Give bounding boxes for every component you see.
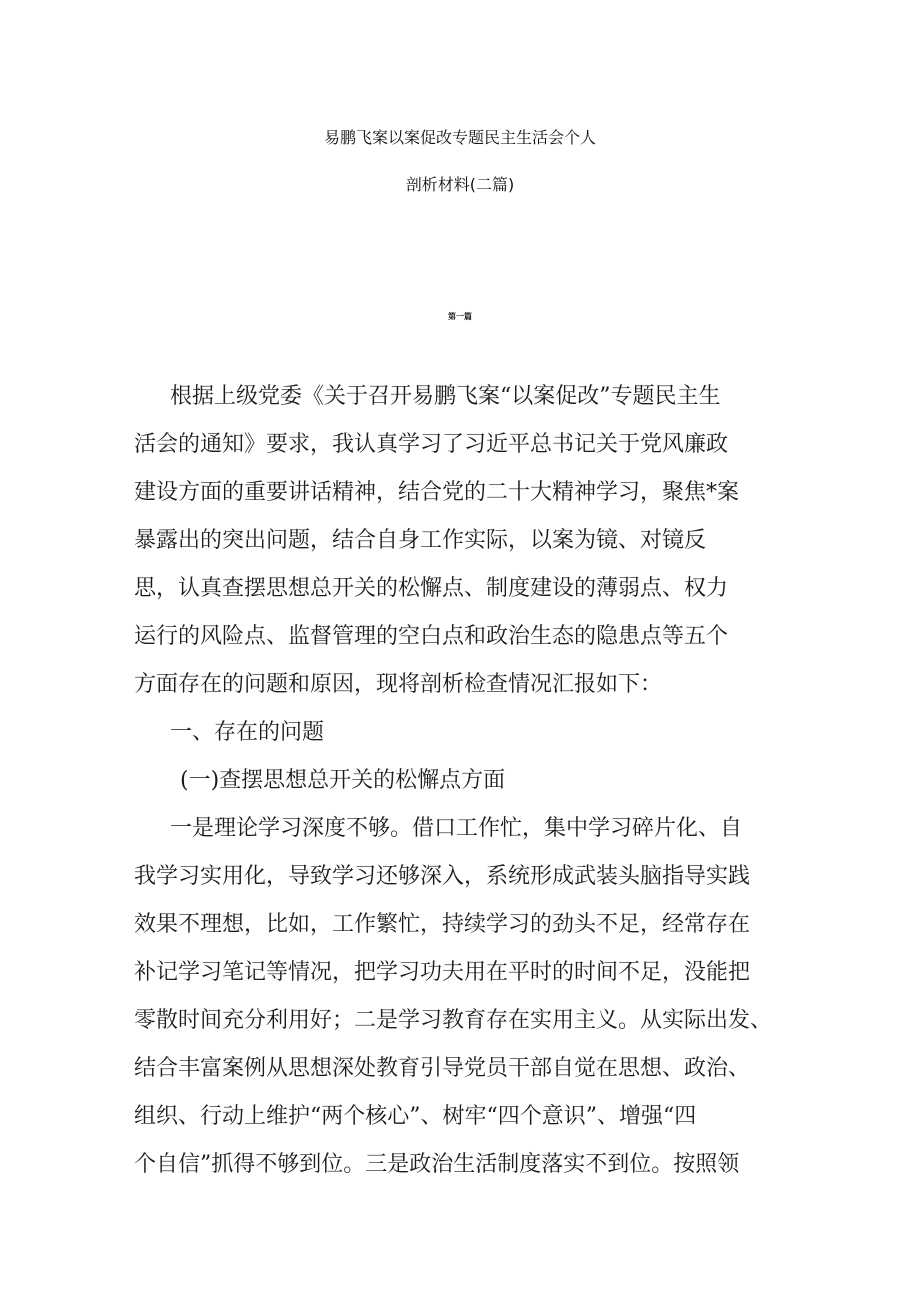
paragraph-line: 根据上级党委《关于召开易鹏飞案“以案促改”专题民主生 (170, 384, 721, 409)
section-heading: 第一篇 (448, 311, 472, 321)
paragraph-line: 运行的风险点、监督管理的空白点和政治生态的隐患点等五个 (134, 624, 729, 649)
paragraph-line: 活会的通知》要求，我认真学习了习近平总书记关于党风廉政 (134, 432, 729, 457)
paragraph-line: 方面存在的问题和原因，现将剖析检查情况汇报如下： (134, 672, 663, 697)
paragraph-line: 建设方面的重要讲话精神，结合党的二十大精神学习，聚焦*案 (134, 480, 740, 505)
paragraph-line: 思，认真查摆思想总开关的松懈点、制度建设的薄弱点、权力 (134, 576, 729, 601)
paragraph-line: 我学习实用化，导致学习还够深入，系统形成武装头脑指导实践 (134, 864, 751, 889)
paragraph-line: 个自信”抓得不够到位。三是政治生活制度落实不到位。按照领 (134, 1152, 740, 1177)
paragraph-line: 效果不理想，比如，工作繁忙，持续学习的劲头不足，经常存在 (134, 912, 751, 937)
paragraph-line: 暴露出的突出问题，结合自身工作实际，以案为镜、对镜反 (134, 528, 707, 553)
paragraph-line: 结合丰富案例从思想深处教育引导党员干部自觉在思想、政治、 (134, 1056, 751, 1081)
subheading-line: 一、存在的问题 (170, 720, 325, 745)
document-title-line-2: 剖析材料(二篇) (405, 175, 515, 194)
document-title-line-1: 易鹏飞案以案促改专题民主生活会个人 (323, 128, 596, 147)
subheading-line: (一)查摆思想总开关的松懈点方面 (180, 768, 506, 793)
paragraph-line: 一是理论学习深度不够。借口工作忙，集中学习碎片化、自 (170, 816, 743, 841)
paragraph-line: 零散时间充分利用好；二是学习教育存在实用主义。从实际出发、 (134, 1008, 773, 1033)
paragraph-line: 补记学习笔记等情况，把学习功夫用在平时的时间不足，没能把 (134, 960, 751, 985)
paragraph-line: 组织、行动上维护“两个核心”、树牢“四个意识”、增强“四 (134, 1104, 697, 1129)
